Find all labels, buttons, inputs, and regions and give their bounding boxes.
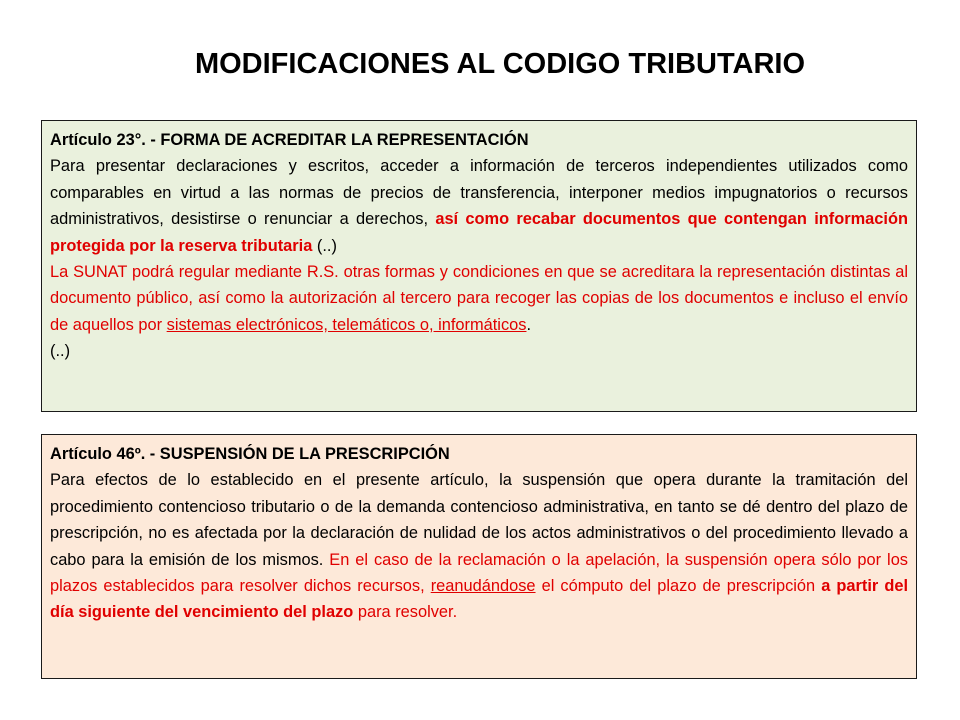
article-23-paragraph-2: [50, 259, 908, 338]
article-46-red-text-1: En el caso de la reclamación o la apelación, la suspensión opera sólo por los plazos establecidos para resolver dichos recursos,: [50, 550, 908, 596]
article-46-text: Para efectos de lo establecido en el presente artículo, la suspensión que opera durante la tramitación del procedimiento contencioso tributario o de la demanda contencioso administrativa, en tanto se dé dentro del plazo de prescripción, no es afectada por la declaración de nulidad de los actos administrativos o del procedimiento llevado a cabo para la emisión de los mismos.: [50, 471, 908, 569]
article-23-box: [41, 120, 917, 412]
article-46-box: [41, 434, 917, 679]
article-46-bold-highlight: a partir del día siguiente del vencimiento del plazo: [50, 577, 909, 622]
article-23-p2-underlined: sistemas electrónicos, telemáticos o, informáticos: [166, 315, 527, 334]
article-23-p1-highlight: así como recabar documentos que contengan información protegida por la reserva tributaria: [50, 210, 908, 255]
article-46-red-text-3: para resolver.: [353, 603, 458, 622]
article-46-heading: Artículo 46º. - SUSPENSIÓN DE LA PRESCRIPCIÓN: [50, 445, 450, 463]
article-23-paragraph-3: (..): [50, 342, 71, 361]
article-46-underlined: reanudándose: [430, 577, 536, 596]
article-23-p1-tail: (..): [312, 236, 337, 255]
article-23-heading: Artículo 23°. - FORMA DE ACREDITAR LA REPRESENTACIÓN: [50, 131, 529, 149]
article-23-p2-text: La SUNAT podrá regular mediante R.S. otras formas y condiciones en que se acreditara la representación distintas al documento público, así como la autorización al tercero para recoger las copias de los documentos e incluso el envío de aquellos por: [50, 263, 908, 334]
article-23-p2-end: .: [526, 315, 532, 334]
article-46-red-text-2: el cómputo del plazo de prescripción: [535, 577, 822, 596]
article-46-paragraph: [50, 467, 908, 625]
article-23-p1-text: Para presentar declaraciones y escritos, acceder a información de terceros independientes utilizados como comparables en virtud a las normas de precios de transferencia, interponer medios impugnatorios o recursos administrativos, desistirse o renunciar a derechos,: [50, 157, 908, 229]
article-23-paragraph-1: [50, 153, 908, 259]
page-title: MODIFICACIONES AL CODIGO TRIBUTARIO: [194, 48, 806, 80]
